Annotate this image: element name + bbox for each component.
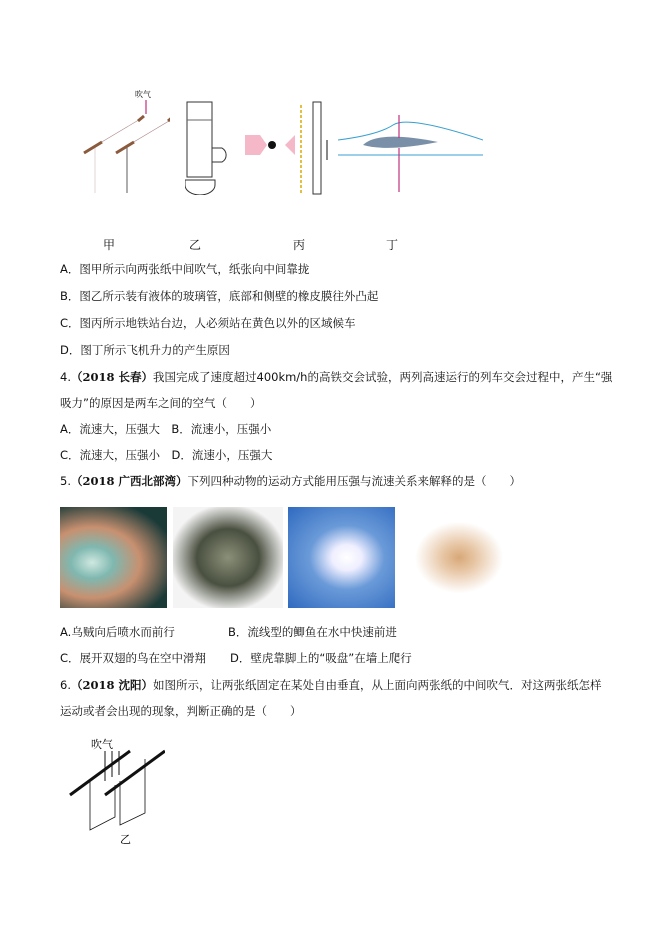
q6-text: 如图所示，让两张纸固定在某处自由垂直，从上面向两张纸的中间吹气．对这两张纸怎样 [153,678,602,692]
q5-text: 下列四种动物的运动方式能用压强与流速关系来解释的是（ ） [187,474,521,488]
q6-fig-caption: 乙 [120,833,131,845]
seagull-photo [288,507,395,608]
q5-option-c: C．展开双翅的鸟在空中滑翔 [60,651,207,665]
caption-yi: 乙 [189,238,202,252]
q5-option-a: A.乌贼向后喷水而前行 [60,625,175,639]
blow-label: 吹气 [135,90,151,99]
q3-option-c: C．图丙所示地铁站台边，人必须站在黄色以外的区域候车 [60,316,356,330]
figure-q6-papers [65,735,165,845]
fish-photo [173,507,283,608]
gecko-photo [397,507,510,608]
q4-stem-line2: 吸力”的原因是两车之间的空气（ ） [60,396,262,410]
caption-jia: 甲 [103,238,116,252]
q4-options-cd: C．流速大，压强小 D．流速小，压强大 [60,448,273,462]
q4-options-ab: A．流速大，压强大 B．流速小，压强小 [60,422,272,436]
caption-bing: 丙 [293,238,306,252]
squid-photo [60,507,167,608]
q6-number: 6. [60,678,71,692]
q4-text: 我国完成了速度超过400km/h的高铁交会试验，两列高速运行的列车交会过程中，产生“强 [153,370,613,384]
q5-number: 5. [60,474,71,488]
q6-stem-line2: 运动或者会出现的现象，判断正确的是（ ） [60,704,302,718]
q4-source: （2018 长春） [70,370,153,384]
figure-subway-platform [245,100,335,195]
figure-paper-blowing [80,88,170,193]
q5-option-d: D．壁虎靠脚上的“吸盘”在墙上爬行 [230,651,412,665]
q6-stem-line1 [60,678,602,692]
q5-stem [60,474,521,488]
figure-airplane-wing [338,110,483,195]
q4-stem-line1 [60,370,612,384]
q5-option-b: B．流线型的鲫鱼在水中快速前进 [228,625,397,639]
q6-source: （2018 沈阳） [70,678,153,692]
q3-option-b: B．图乙所示装有液体的玻璃管，底部和侧壁的橡皮膜往外凸起 [60,289,379,303]
q3-option-a: A．图甲所示向两张纸中间吹气，纸张向中间靠拢 [60,262,310,276]
q3-option-d: D．图丁所示飞机升力的产生原因 [60,343,230,357]
caption-ding: 丁 [386,238,399,252]
q5-source: （2018 广西北部湾） [70,474,188,488]
q6-blow-label: 吹气 [91,738,113,751]
figure-glass-tube [185,100,235,195]
q4-number: 4. [60,370,71,384]
